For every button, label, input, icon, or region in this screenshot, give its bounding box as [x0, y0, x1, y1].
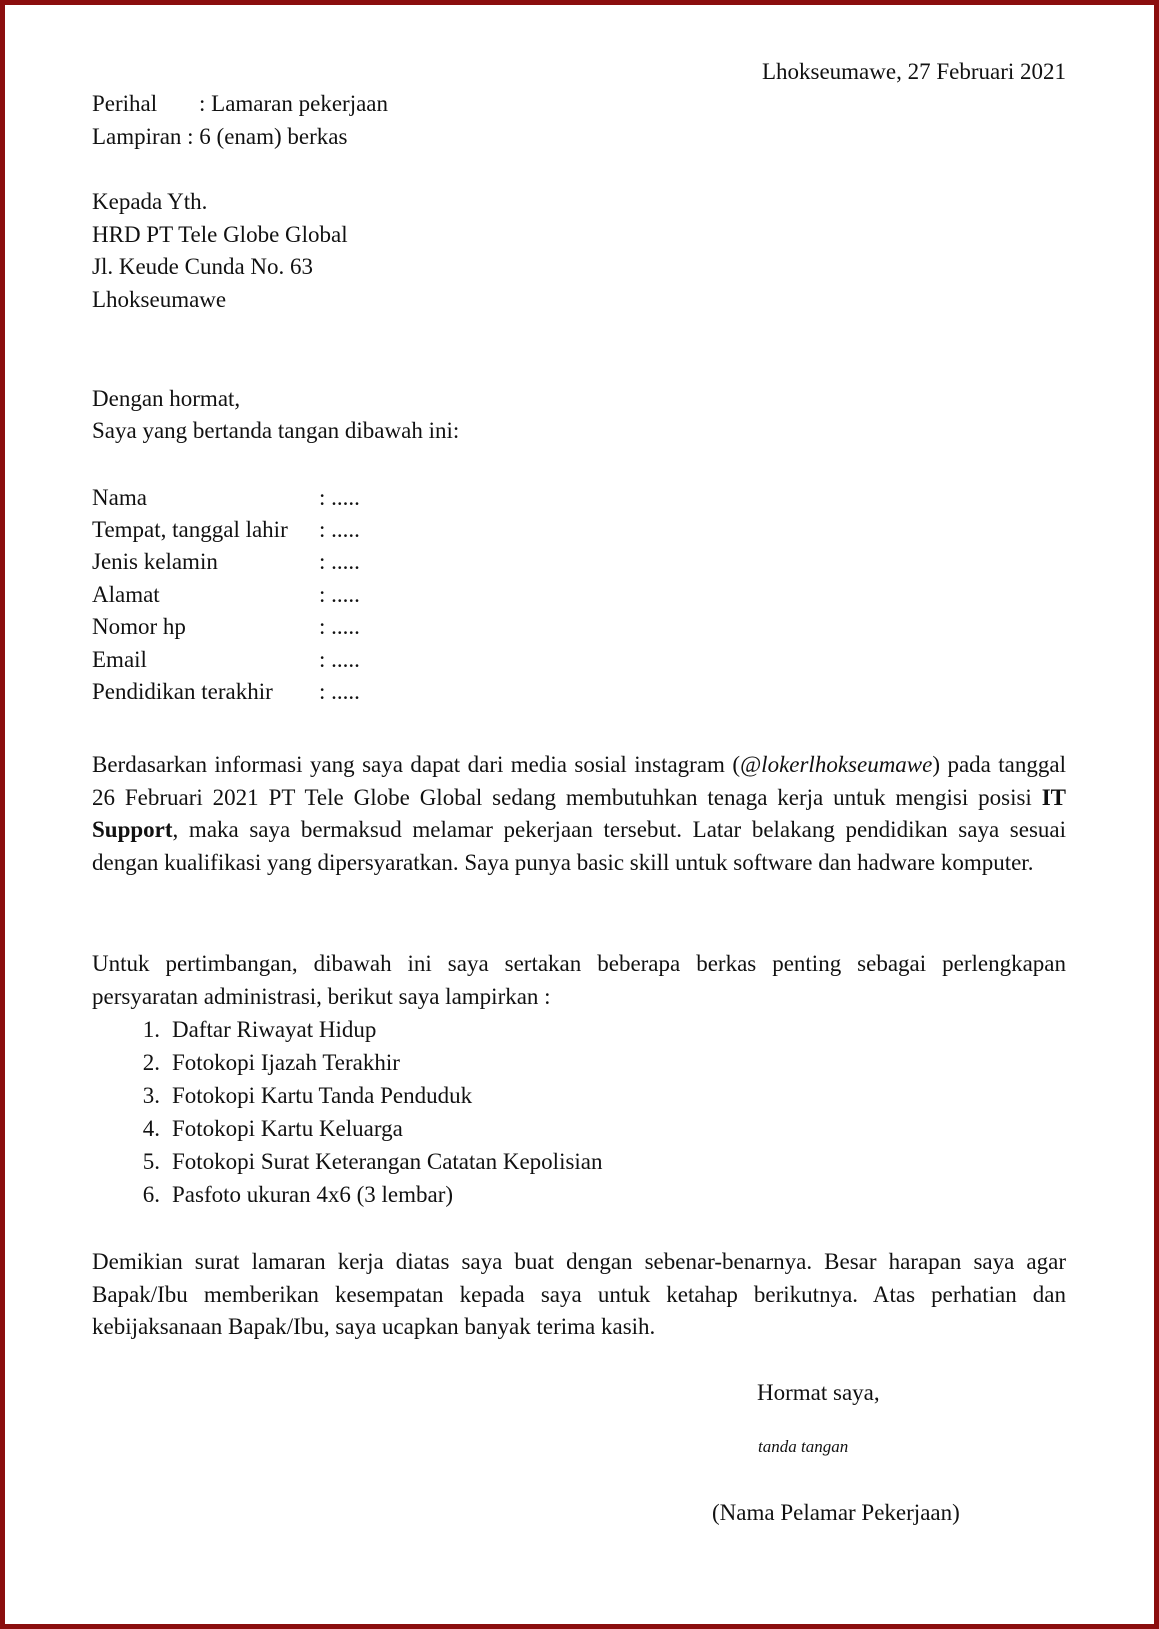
biodata-label: Nomor hp	[92, 614, 186, 639]
lampiran-line: Lampiran : 6 (enam) berkas	[92, 124, 348, 149]
place-date: Lhokseumawe, 27 Februari 2021	[761, 59, 1066, 84]
biodata-row	[92, 481, 360, 514]
paragraph-job-info	[92, 749, 1066, 879]
biodata-label: Email	[92, 647, 147, 672]
list-text: Fotokopi Kartu Tanda Penduduk	[172, 1083, 473, 1108]
closing-salutation: Hormat saya,	[757, 1380, 880, 1405]
biodata-row	[92, 675, 360, 708]
biodata-value: : .....	[319, 517, 360, 542]
biodata-value: : .....	[319, 549, 360, 574]
biodata-row	[92, 610, 360, 643]
biodata-label: Jenis kelamin	[92, 549, 218, 574]
signer-name: (Nama Pelamar Pekerjaan)	[712, 1500, 960, 1525]
biodata-row	[92, 643, 360, 676]
biodata-label: Nama	[92, 485, 147, 510]
list-number: 2.	[142, 1050, 160, 1075]
list-text: Fotokopi Ijazah Terakhir	[172, 1050, 400, 1075]
biodata-label: Tempat, tanggal lahir	[92, 517, 288, 542]
list-item	[92, 1178, 603, 1211]
recipient-line-2: HRD PT Tele Globe Global	[92, 222, 348, 247]
signature-placeholder: tanda tangan	[758, 1437, 849, 1456]
biodata-value: : .....	[319, 582, 360, 607]
paragraph-job-info-part1: Berdasarkan informasi yang saya dapat dari media sosial instagram (	[92, 752, 741, 777]
paragraph-closing: Demikian surat lamaran kerja diatas saya buat dengan sebenar-benarnya. Besar harapan saya agar Bapak/Ibu memberikan kesempatan kepada saya untuk ketahap berikutnya. Atas perhatian dan kebijaksanaan Bapak/Ibu, saya ucapkan banyak terima kasih.	[92, 1249, 1066, 1339]
biodata-row	[92, 513, 360, 546]
greeting: Dengan hormat,	[92, 386, 241, 411]
list-item	[92, 1145, 603, 1178]
intro-line: Saya yang bertanda tangan dibawah ini:	[92, 418, 460, 443]
list-number: 3.	[142, 1083, 160, 1108]
list-text: Fotokopi Surat Keterangan Catatan Kepolisian	[172, 1149, 603, 1174]
biodata-value: : .....	[319, 679, 360, 704]
paragraph-job-info-part2: ) pada tanggal 26 Februari 2021 PT Tele Globe Global sedang membutuhkan tenaga kerja untuk mengisi posisi	[92, 752, 1066, 810]
biodata-row	[92, 545, 360, 578]
list-number: 1.	[142, 1017, 160, 1042]
list-number: 5.	[142, 1149, 160, 1174]
list-item	[92, 1112, 603, 1145]
instagram-handle: @lokerlhokseumawe	[740, 752, 933, 777]
biodata-value: : .....	[319, 485, 360, 510]
list-item	[92, 1079, 603, 1112]
biodata-value: : .....	[319, 614, 360, 639]
biodata-label: Alamat	[92, 582, 160, 607]
list-text: Fotokopi Kartu Keluarga	[172, 1116, 403, 1141]
job-position: IT Support	[92, 784, 1066, 842]
list-item	[92, 1046, 603, 1079]
list-item	[92, 1013, 603, 1046]
list-text: Daftar Riwayat Hidup	[172, 1017, 377, 1042]
perihal-value: : Lamaran pekerjaan	[199, 91, 388, 116]
list-number: 4.	[142, 1116, 160, 1141]
list-text: Pasfoto ukuran 4x6 (3 lembar)	[172, 1182, 454, 1207]
attachment-list	[92, 1013, 603, 1211]
biodata-row	[92, 578, 360, 611]
paragraph-attachments-intro: Untuk pertimbangan, dibawah ini saya sertakan beberapa berkas penting sebagai perlengkapan persyaratan administrasi, berikut saya lampirkan :	[92, 951, 1066, 1009]
biodata-value: : .....	[319, 647, 360, 672]
list-number: 6.	[142, 1182, 160, 1207]
recipient-line-4: Lhokseumawe	[92, 287, 227, 312]
perihal-label: Perihal	[92, 91, 158, 116]
perihal-line	[92, 87, 388, 120]
recipient-line-1: Kepada Yth.	[92, 189, 208, 214]
biodata-label: Pendidikan terakhir	[92, 679, 273, 704]
recipient-line-3: Jl. Keude Cunda No. 63	[92, 254, 314, 279]
paragraph-job-info-part3: , maka saya bermaksud melamar pekerjaan tersebut. Latar belakang pendidikan saya sesuai dengan kualifikasi yang dipersyaratkan. Saya punya basic skill untuk software dan hadware komputer.	[92, 817, 1066, 875]
